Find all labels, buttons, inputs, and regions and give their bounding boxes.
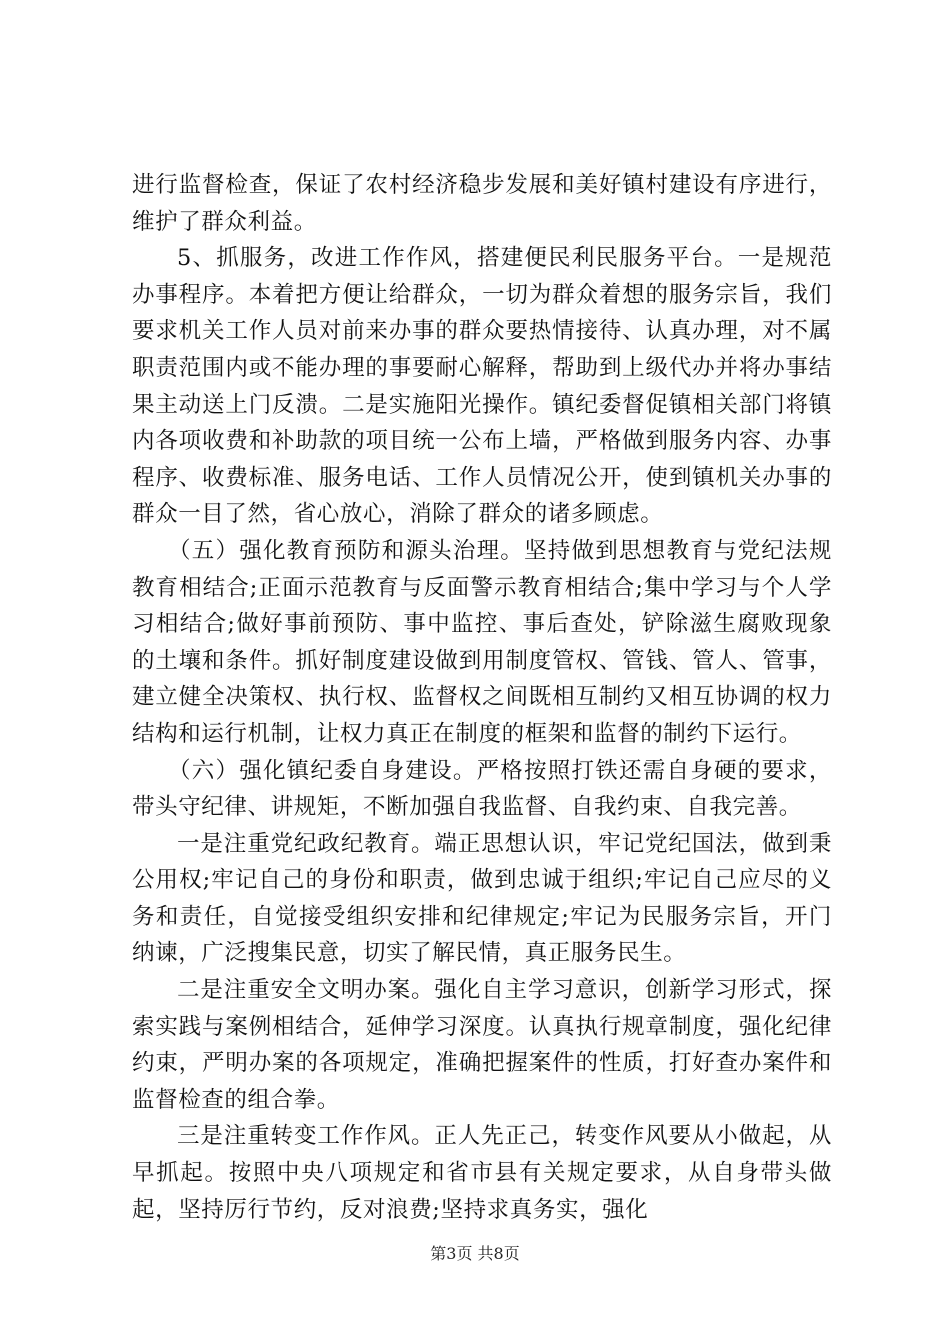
- document-body: [132, 167, 832, 1228]
- page-number-footer: 第3页 共8页: [430, 1244, 520, 1263]
- paragraph-item-5-service: 5、抓服务，改进工作作风，搭建便民利民服务平台。一是规范办事程序。本着把方便让给群众，一切为群众着想的服务宗旨，我们要求机关工作人员对前来办事的群众要热情接待、认真办理，对不属职责范围内或不能办理的事要耐心解释，帮助到上级代办并将办事结果主动送上门反溃。二是实施阳光操作。镇纪委督促镇相关部门将镇内各项收费和补助款的项目统一公布上墙，严格做到服务内容、办事程序、收费标准、服务电话、工作人员情况公开，使到镇机关办事的群众一目了然，省心放心，消除了群众的诸多顾虑。: [132, 245, 832, 528]
- paragraph-point-1: 一是注重党纪政纪教育。端正思想认识，牢记党纪国法，做到秉公用权;牢记自己的身份和职责，做到忠诚于组织;牢记自己应尽的义务和责任，自觉接受组织安排和纪律规定;牢记为民服务宗旨，开门纳谏，广泛搜集民意，切实了解民情，真正服务民生。: [132, 830, 832, 967]
- paragraph-section-6-self-building: （六）强化镇纪委自身建设。严格按照打铁还需自身硬的要求，带头守纪律、讲规矩，不断加强自我监督、自我约束、自我完善。: [132, 757, 832, 821]
- paragraph-continuation: 进行监督检查，保证了农村经济稳步发展和美好镇村建设有序进行，维护了群众利益。: [132, 172, 832, 235]
- paragraph-section-5-education: （五）强化教育预防和源头治理。坚持做到思想教育与党纪法规教育相结合;正面示范教育与反面警示教育相结合;集中学习与个人学习相结合;做好事前预防、事中监控、事后查处，铲除滋生腐败现象的土壤和条件。抓好制度建设做到用制度管权、管钱、管人、管事，建立健全决策权、执行权、监督权之间既相互制约又相互协调的权力结构和运行机制，让权力真正在制度的框架和监督的制约下运行。: [132, 537, 832, 747]
- paragraph-point-2: 二是注重安全文明办案。强化自主学习意识，创新学习形式，探索实践与案例相结合，延伸学习深度。认真执行规章制度，强化纪律约束，严明办案的各项规定，准确把握案件的性质，打好查办案件和监督检查的组合拳。: [132, 977, 832, 1113]
- paragraph-point-3: 三是注重转变工作作风。正人先正己，转变作风要从小做起，从早抓起。按照中央八项规定和省市县有关规定要求，从自身带头做起，坚持厉行节约，反对浪费;坚持求真务实，强化: [132, 1123, 832, 1223]
